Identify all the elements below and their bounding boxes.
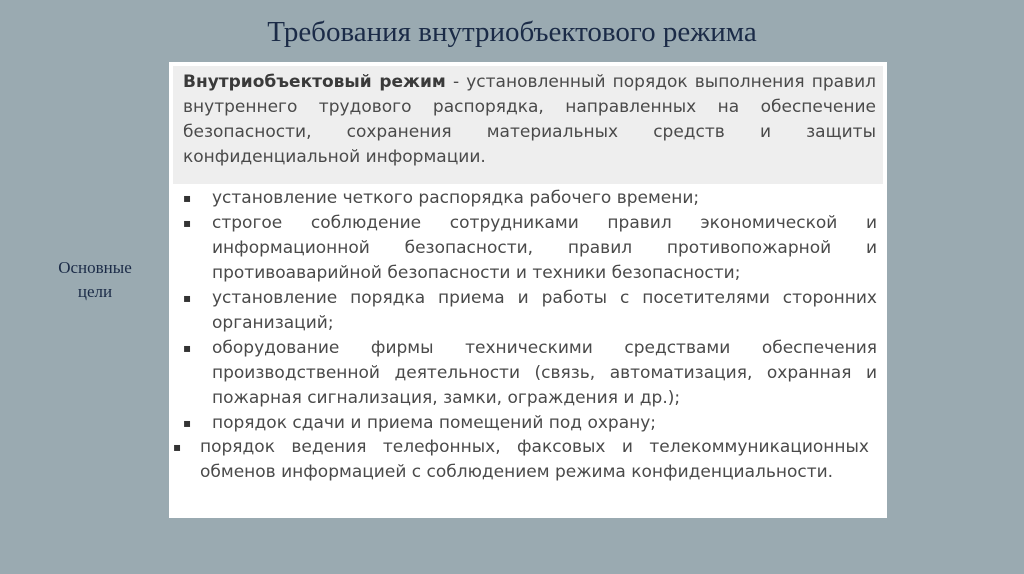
slide-title: Требования внутриобъектового режима — [267, 16, 757, 48]
goal-item: ▪ порядок сдачи и приема помещений под охрану; — [183, 411, 877, 436]
goal-item: ▪ установление порядка приема и работы с посетителями сторонних организаций; — [183, 286, 877, 336]
content-card — [169, 62, 887, 518]
goals-list-extra — [173, 435, 869, 485]
goals-list — [183, 186, 877, 436]
definition-text: - установленный порядок выполнения правил внутреннего трудового распорядка, направленных на обеспечение безопасности, сохранения материальных средств и защиты конфиденциальной информации. — [183, 72, 876, 167]
side-label-line: Основные — [58, 258, 132, 277]
definition-term: Внутриобъектовый режим — [183, 72, 446, 92]
side-label — [40, 256, 150, 304]
goal-item: ▪ установление четкого распорядка рабочего времени; — [183, 186, 877, 211]
goal-item: ▪ строгое соблюдение сотрудниками правил экономической и информационной безопасности, правил противопожарной и противоаварийной безопасности и техники безопасности; — [183, 211, 877, 286]
goal-item: ▪ оборудование фирмы техническими средствами обеспечения производственной деятельности (связь, автоматизация, охранная и пожарная сигнализация, замки, ограждения и др.); — [183, 336, 877, 411]
side-label-line: цели — [77, 282, 113, 301]
goal-item: ▪ порядок ведения телефонных, факсовых и телекоммуникационных обменов информацией с соблюдением режима конфиденциальности. — [173, 435, 869, 485]
definition-box — [173, 66, 883, 184]
